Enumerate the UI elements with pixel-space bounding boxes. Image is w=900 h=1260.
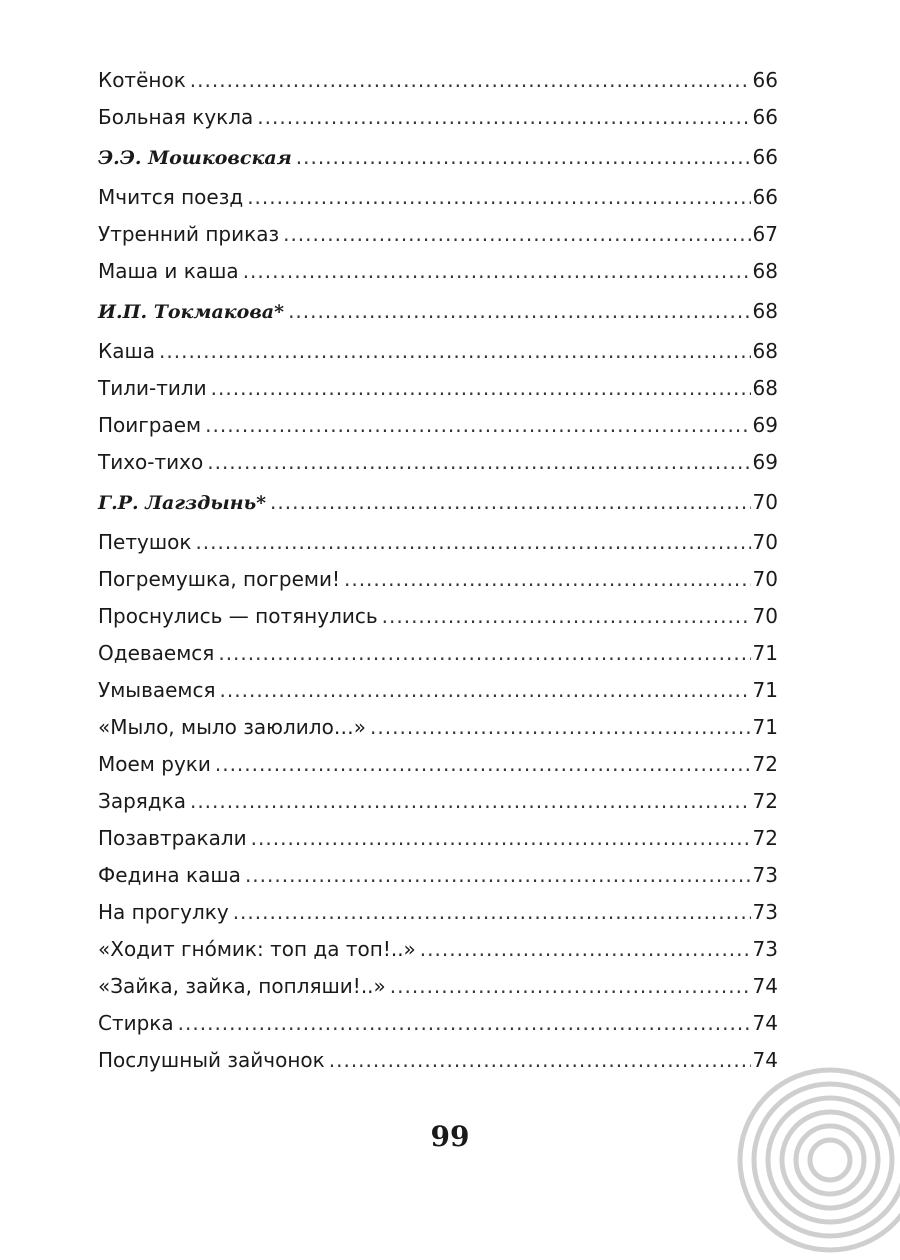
toc-leader-dots xyxy=(420,931,751,968)
toc-page-number: 72 xyxy=(752,826,778,850)
toc-entry xyxy=(98,62,778,99)
toc-page-number: 69 xyxy=(752,413,778,437)
toc-page-number: 66 xyxy=(752,105,778,129)
toc-leader-dots xyxy=(251,820,751,857)
toc-title: Позавтракали xyxy=(98,826,247,850)
toc-leader-dots xyxy=(218,635,750,672)
toc-entry xyxy=(98,598,778,635)
toc-title: Моем руки xyxy=(98,752,211,776)
toc-leader-dots xyxy=(178,1005,751,1042)
toc-title: Стирка xyxy=(98,1011,174,1035)
toc-title: Одеваемся xyxy=(98,641,215,665)
toc-entry xyxy=(98,407,778,444)
toc-title: Погремушка, погреми! xyxy=(98,567,340,591)
toc-page-number: 68 xyxy=(752,339,778,363)
toc-leader-dots xyxy=(283,216,750,253)
toc-leader-dots xyxy=(190,783,751,820)
toc-title: Г.Р. Лагздынь* xyxy=(98,492,267,514)
toc-leader-dots xyxy=(207,444,750,481)
toc-entry xyxy=(98,370,778,407)
toc-title: «Мыло, мыло заюлило…» xyxy=(98,715,367,739)
toc-leader-dots xyxy=(370,709,751,746)
toc-entry xyxy=(98,179,778,216)
toc-page-number: 68 xyxy=(752,299,778,323)
toc-author-heading xyxy=(98,293,778,330)
toc-page-number: 74 xyxy=(752,1011,778,1035)
toc-page-number: 73 xyxy=(752,900,778,924)
toc-page-number: 71 xyxy=(752,715,778,739)
toc-leader-dots xyxy=(257,99,750,136)
toc-entry xyxy=(98,524,778,561)
toc-title: Тили-тили xyxy=(98,376,207,400)
toc-title: Мчится поезд xyxy=(98,185,244,209)
toc-entry xyxy=(98,672,778,709)
toc-page-number: 67 xyxy=(752,222,778,246)
toc-page-number: 68 xyxy=(752,376,778,400)
toc-title: Петушок xyxy=(98,530,192,554)
toc-leader-dots xyxy=(159,333,751,370)
toc-page-number: 66 xyxy=(752,185,778,209)
toc-page-number: 74 xyxy=(752,1048,778,1072)
toc-title: Маша и каша xyxy=(98,259,239,283)
toc-leader-dots xyxy=(390,968,751,1005)
toc-entry xyxy=(98,783,778,820)
toc-entry xyxy=(98,1042,778,1079)
toc-page-number: 70 xyxy=(752,604,778,628)
toc-page-number: 70 xyxy=(752,490,778,514)
toc-leader-dots xyxy=(270,484,751,521)
toc-title: Котёнок xyxy=(98,68,186,92)
toc-entry xyxy=(98,1005,778,1042)
toc-page-number: 73 xyxy=(752,937,778,961)
toc-leader-dots xyxy=(344,561,751,598)
toc-leader-dots xyxy=(382,598,751,635)
toc-title: Э.Э. Мошковская xyxy=(98,147,292,169)
toc-page-number: 72 xyxy=(752,789,778,813)
toc-title: На прогулку xyxy=(98,900,229,924)
toc-entry xyxy=(98,253,778,290)
table-of-contents xyxy=(98,62,778,1079)
toc-entry xyxy=(98,931,778,968)
toc-entry xyxy=(98,333,778,370)
toc-entry xyxy=(98,894,778,931)
toc-page-number: 68 xyxy=(752,259,778,283)
toc-entry xyxy=(98,820,778,857)
toc-title: «Ходит гно́мик: топ да топ!..» xyxy=(98,937,416,961)
toc-entry xyxy=(98,857,778,894)
toc-leader-dots xyxy=(205,407,750,444)
toc-entry xyxy=(98,746,778,783)
toc-title: Проснулись — потянулись xyxy=(98,604,378,628)
toc-page-number: 70 xyxy=(752,567,778,591)
toc-leader-dots xyxy=(247,179,750,216)
toc-title: И.П. Токмакова* xyxy=(98,301,285,323)
toc-entry xyxy=(98,444,778,481)
toc-title: Федина каша xyxy=(98,863,241,887)
toc-entry xyxy=(98,635,778,672)
toc-title: «Зайка, зайка, попляши!..» xyxy=(98,974,386,998)
toc-title: Больная кукла xyxy=(98,105,254,129)
toc-leader-dots xyxy=(288,293,750,330)
toc-author-heading xyxy=(98,484,778,521)
toc-page-number: 69 xyxy=(752,450,778,474)
toc-leader-dots xyxy=(233,894,751,931)
toc-entry xyxy=(98,216,778,253)
toc-title: Зарядка xyxy=(98,789,186,813)
decorative-spiral xyxy=(730,1060,900,1260)
toc-leader-dots xyxy=(329,1042,751,1079)
toc-title: Послушный зайчонок xyxy=(98,1048,325,1072)
toc-page-number: 72 xyxy=(752,752,778,776)
toc-author-heading xyxy=(98,139,778,176)
toc-page-number: 73 xyxy=(752,863,778,887)
toc-page-number: 66 xyxy=(752,145,778,169)
toc-title: Умываемся xyxy=(98,678,216,702)
toc-leader-dots xyxy=(195,524,750,561)
toc-title: Поиграем xyxy=(98,413,202,437)
toc-entry xyxy=(98,561,778,598)
toc-leader-dots xyxy=(245,857,751,894)
toc-page-number: 74 xyxy=(752,974,778,998)
toc-leader-dots xyxy=(190,62,751,99)
toc-page-number: 70 xyxy=(752,530,778,554)
toc-leader-dots xyxy=(243,253,751,290)
toc-leader-dots xyxy=(296,139,751,176)
toc-leader-dots xyxy=(220,672,751,709)
page-number: 99 xyxy=(430,1120,470,1153)
toc-title: Тихо-тихо xyxy=(98,450,204,474)
toc-page-number: 66 xyxy=(752,68,778,92)
toc-title: Утренний приказ xyxy=(98,222,280,246)
toc-page-number: 71 xyxy=(752,641,778,665)
toc-leader-dots xyxy=(211,370,751,407)
toc-entry xyxy=(98,968,778,1005)
toc-page-number: 71 xyxy=(752,678,778,702)
toc-entry xyxy=(98,99,778,136)
toc-title: Каша xyxy=(98,339,156,363)
toc-leader-dots xyxy=(215,746,751,783)
toc-entry xyxy=(98,709,778,746)
